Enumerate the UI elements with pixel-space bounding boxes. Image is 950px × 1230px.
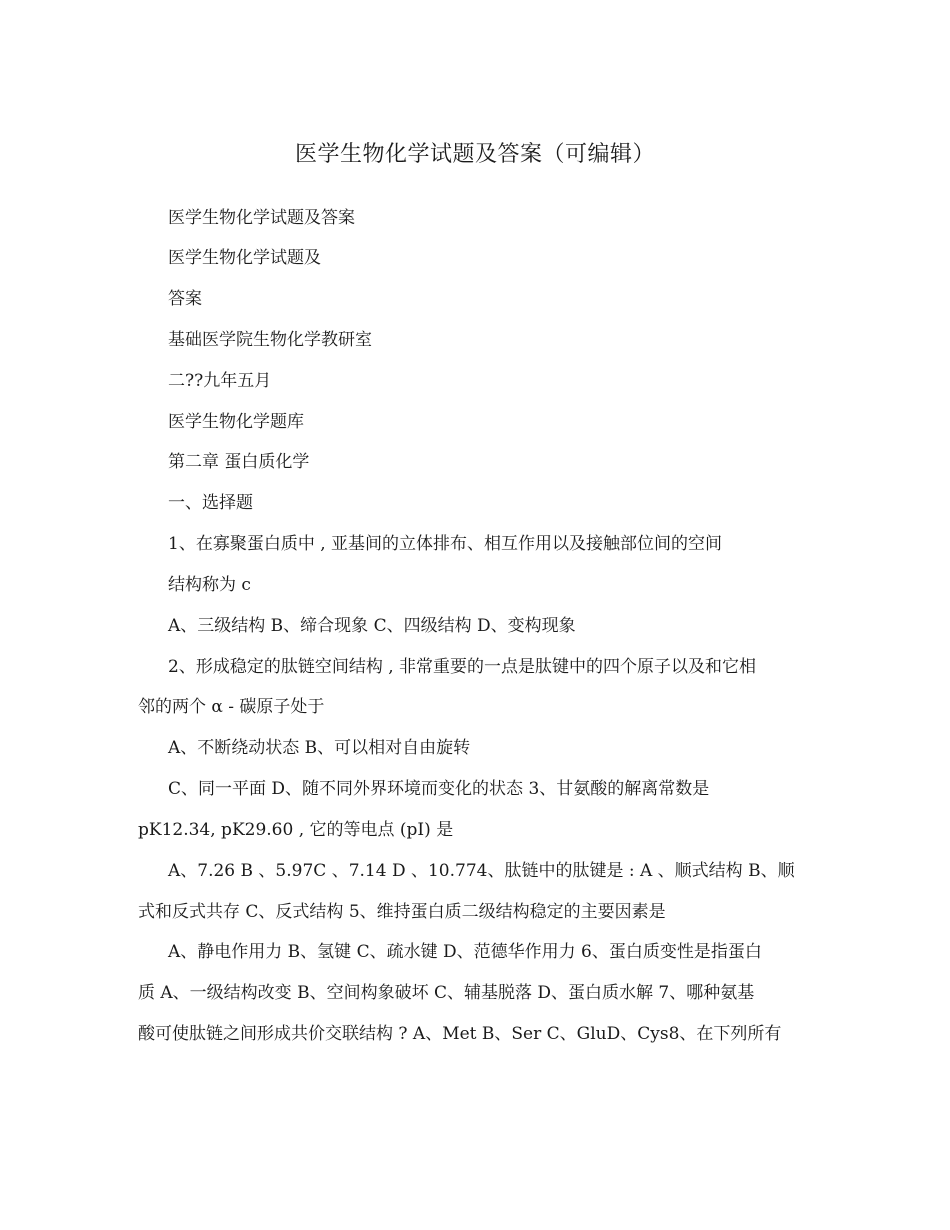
- text-line: 结构称为 c: [168, 575, 251, 595]
- section-heading: 第二章 蛋白质化学: [168, 452, 310, 472]
- document-title: 医学生物化学试题及答案（可编辑）: [294, 142, 655, 167]
- text-line: A、不断绕动状态 B、可以相对自由旋转: [168, 738, 471, 758]
- text-line: 1、在寡聚蛋白质中 , 亚基间的立体排布、相互作用以及接触部位间的空间: [168, 534, 723, 554]
- text-line: pK12.34, pK29.60 , 它的等电点 (pI) 是: [138, 820, 454, 840]
- text-line: 医学生物化学试题及: [168, 248, 321, 268]
- text-line: A、7.26 B 、5.97C 、7.14 D 、10.774、肽链中的肽键是 : A 、顺式结构 B、顺: [168, 861, 795, 881]
- text-line: 医学生物化学试题及答案: [168, 208, 355, 228]
- text-line: 2、形成稳定的肽链空间结构 , 非常重要的一点是肽键中的四个原子以及和它相: [168, 657, 757, 677]
- text-line: A、三级结构 B、缔合现象 C、四级结构 D、变构现象: [168, 616, 576, 636]
- text-line: A、静电作用力 B、氢键 C、疏水键 D、范德华作用力 6、蛋白质变性是指蛋白: [168, 942, 762, 962]
- text-line: 酸可使肽链之间形成共价交联结构 ? A、Met B、Ser C、GluD、Cys8、在下列所有: [138, 1024, 782, 1044]
- section-heading: 一、选择题: [168, 493, 253, 513]
- text-line: 质 A、一级结构改变 B、空间构象破坏 C、辅基脱落 D、蛋白质水解 7、哪种氨基: [138, 983, 755, 1003]
- text-line: 答案: [168, 289, 202, 309]
- text-line: 式和反式共存 C、反式结构 5、维持蛋白质二级结构稳定的主要因素是: [138, 902, 666, 922]
- text-line: 基础医学院生物化学教研室: [168, 330, 372, 350]
- text-line: 邻的两个 α - 碳原子处于: [138, 697, 325, 717]
- text-line: 二??九年五月: [168, 371, 272, 391]
- text-line: 医学生物化学题库: [168, 412, 304, 432]
- text-line: C、同一平面 D、随不同外界环境而变化的状态 3、甘氨酸的解离常数是: [168, 779, 710, 799]
